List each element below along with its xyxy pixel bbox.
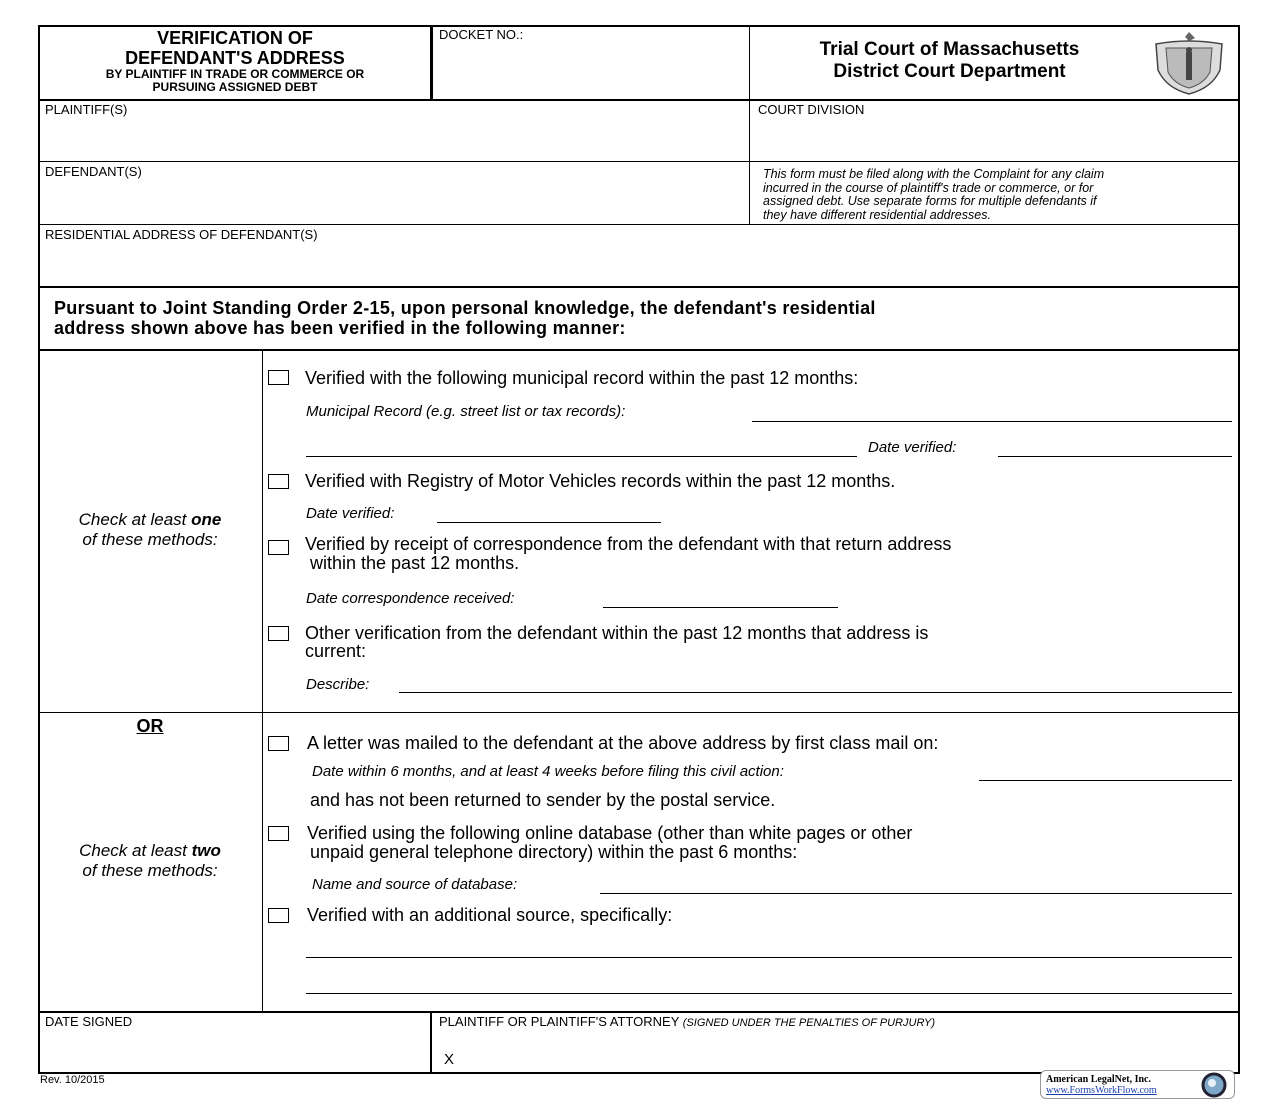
divider [38, 286, 1238, 288]
attorney-label-text: PLAINTIFF OR PLAINTIFF'S ATTORNEY [439, 1014, 680, 1029]
docket-label: DOCKET NO.: [439, 27, 524, 42]
instruction-emphasis: two [191, 841, 221, 860]
notice-line: incurred in the course of plaintiff's trade or commerce, or for [763, 180, 1094, 195]
form-subtitle [40, 68, 430, 94]
divider [38, 224, 1238, 225]
title-line: DEFENDANT'S ADDRESS [125, 48, 345, 68]
instruction-text: of these methods: [82, 861, 218, 880]
online-database-checkbox[interactable] [268, 826, 289, 841]
attorney-label [439, 1014, 935, 1029]
other-verification-checkbox[interactable] [268, 626, 289, 641]
filing-notice [763, 168, 1104, 222]
divider [749, 25, 750, 225]
correspondence-checkbox[interactable] [268, 540, 289, 555]
vendor-url[interactable]: www.FormsWorkFlow.com [1046, 1085, 1157, 1096]
section-one-instruction [40, 510, 260, 550]
residential-address-label: RESIDENTIAL ADDRESS OF DEFENDANT(S) [45, 227, 318, 242]
section-two-instruction [40, 841, 260, 881]
plaintiffs-input[interactable] [45, 120, 744, 158]
notice-line: they have different residential addresses. [763, 207, 991, 222]
database-label: Name and source of database: [312, 876, 518, 893]
additional-source-line-2[interactable] [306, 993, 1232, 994]
notice-line: assigned debt. Use separate forms for multiple defendants if [763, 194, 1097, 208]
option-line: Other verification from the defendant within the past 12 months that address is [305, 623, 929, 643]
docket-input[interactable] [439, 46, 743, 93]
date-signed-input[interactable] [45, 1032, 424, 1068]
additional-source-checkbox[interactable] [268, 908, 289, 923]
option-line: unpaid general telephone directory) within the past 6 months: [310, 842, 798, 862]
divider [430, 1012, 432, 1072]
date-signed-label: DATE SIGNED [45, 1014, 133, 1029]
revision-label: Rev. 10/2015 [40, 1074, 105, 1086]
instruction-emphasis: one [191, 510, 222, 529]
additional-source-option: Verified with an additional source, specifically: [307, 905, 673, 925]
rmv-date-line[interactable] [437, 522, 661, 523]
municipal-record-line[interactable] [752, 421, 1232, 422]
rmv-option: Verified with Registry of Motor Vehicles records within the past 12 months. [305, 471, 896, 491]
signature-input[interactable] [460, 1036, 1234, 1068]
letter-date-line[interactable] [979, 780, 1232, 781]
municipal-date-line[interactable] [998, 456, 1232, 457]
residential-address-input[interactable] [45, 245, 1234, 283]
court-line: District Court Department [833, 61, 1066, 82]
divider [430, 25, 433, 100]
municipal-record-checkbox[interactable] [268, 370, 289, 385]
globe-icon [1199, 1072, 1229, 1098]
describe-line[interactable] [399, 692, 1232, 693]
correspondence-date-line[interactable] [603, 607, 838, 608]
online-database-option [307, 824, 912, 862]
correspondence-option [305, 535, 951, 573]
option-line: within the past 12 months. [310, 553, 520, 573]
describe-label: Describe: [306, 676, 370, 693]
letter-tail-text: and has not been returned to sender by the postal service. [310, 790, 776, 810]
signature-x-mark: X [444, 1051, 455, 1068]
pursuant-line: address shown above has been verified in the following manner: [54, 318, 626, 338]
option-line: current: [305, 641, 367, 661]
rmv-checkbox[interactable] [268, 474, 289, 489]
pursuant-statement [54, 298, 876, 338]
form-title [40, 28, 430, 68]
massachusetts-seal-icon [1150, 30, 1228, 96]
municipal-record-label: Municipal Record (e.g. street list or tax records): [306, 403, 626, 420]
subtitle-line: BY PLAINTIFF IN TRADE OR COMMERCE OR [105, 67, 365, 81]
defendants-label: DEFENDANT(S) [45, 164, 142, 179]
divider [262, 350, 263, 1012]
defendants-input[interactable] [45, 182, 744, 220]
rmv-date-label: Date verified: [306, 505, 395, 522]
instruction-text: Check at least [78, 510, 192, 529]
or-label: OR [136, 716, 164, 736]
divider [38, 161, 1238, 162]
court-name [752, 39, 1147, 83]
option-line: Verified using the following online database (other than white pages or other [307, 823, 913, 843]
divider [38, 712, 1238, 713]
instruction-text: of these methods: [82, 530, 218, 549]
database-line[interactable] [600, 893, 1232, 894]
court-division-label: COURT DIVISION [758, 102, 865, 117]
divider [38, 349, 1238, 351]
notice-line: This form must be filed along with the Complaint for any claim [763, 167, 1105, 181]
municipal-record-line-2[interactable] [306, 456, 857, 457]
court-division-input[interactable] [758, 120, 1232, 158]
title-line: VERIFICATION OF [157, 28, 313, 48]
letter-date-label: Date within 6 months, and at least 4 weeks before filing this civil action: [312, 763, 784, 780]
other-verification-option [305, 624, 928, 660]
additional-source-line[interactable] [306, 957, 1232, 958]
instruction-text: Check at least [79, 841, 192, 860]
letter-mailed-option: A letter was mailed to the defendant at the above address by first class mail on: [307, 733, 939, 753]
divider [38, 99, 1238, 101]
municipal-date-label: Date verified: [868, 439, 957, 456]
pursuant-line: Pursuant to Joint Standing Order 2-15, upon personal knowledge, the defendant's residential [54, 298, 876, 318]
divider [38, 1011, 1238, 1013]
letter-mailed-checkbox[interactable] [268, 736, 289, 751]
vendor-name: American LegalNet, Inc. [1046, 1074, 1151, 1085]
subtitle-line: PURSUING ASSIGNED DEBT [152, 80, 318, 94]
correspondence-date-label: Date correspondence received: [306, 590, 515, 607]
court-line: Trial Court of Massachusetts [819, 39, 1080, 60]
plaintiffs-label: PLAINTIFF(S) [45, 102, 128, 117]
attorney-note: (SIGNED UNDER THE PENALTIES OF PURJURY) [682, 1017, 935, 1029]
vendor-logo[interactable] [1040, 1070, 1235, 1099]
option-line: Verified by receipt of correspondence from the defendant with that return address [305, 534, 952, 554]
municipal-record-option: Verified with the following municipal record within the past 12 months: [305, 368, 859, 388]
